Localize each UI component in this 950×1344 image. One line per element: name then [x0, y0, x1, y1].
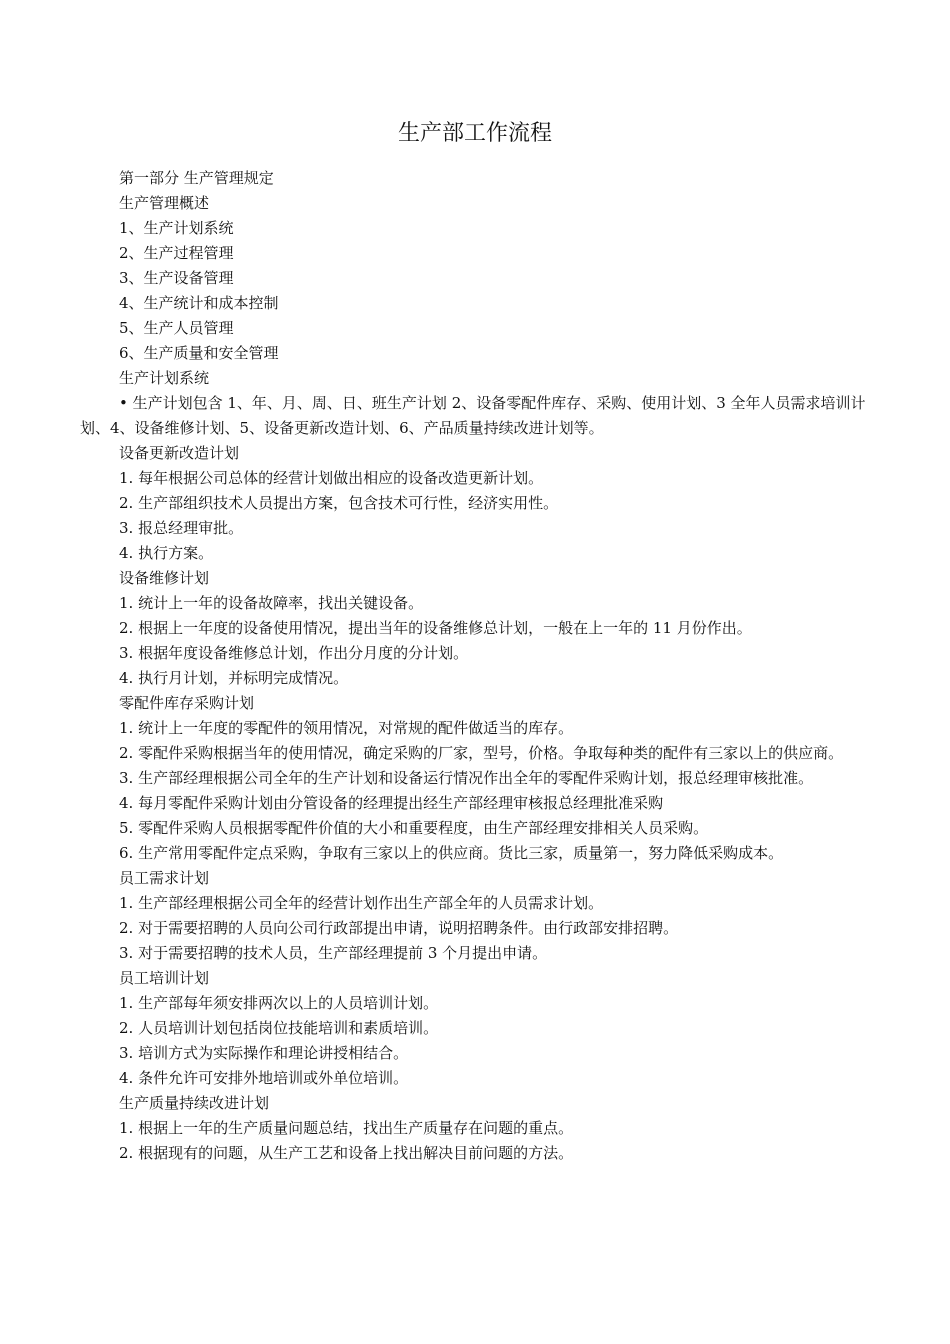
list-item: 6、生产质量和安全管理 — [119, 344, 279, 362]
list-item: 1. 统计上一年的设备故障率，找出关键设备。 — [119, 594, 424, 612]
subsection-heading: 生产计划系统 — [119, 369, 210, 387]
section-heading: 第一部分 生产管理规定 — [119, 169, 274, 187]
list-item: 4. 执行方案。 — [119, 544, 214, 562]
list-item: 1、生产计划系统 — [119, 219, 234, 237]
subsection-heading: 员工培训计划 — [119, 969, 210, 987]
subsection-heading: 零配件库存采购计划 — [119, 694, 255, 712]
list-item: 2. 人员培训计划包括岗位技能培训和素质培训。 — [119, 1019, 439, 1037]
list-item: 3. 对于需要招聘的技术人员，生产部经理提前 3 个月提出申请。 — [119, 944, 548, 962]
subsection-heading: 员工需求计划 — [119, 869, 210, 887]
list-item: 2. 对于需要招聘的人员向公司行政部提出申请，说明招聘条件。由行政部安排招聘。 — [119, 919, 679, 937]
list-item: 2. 根据上一年度的设备使用情况，提出当年的设备维修总计划，一般在上一年的 11 月份作出。 — [119, 619, 752, 637]
list-item: 4、生产统计和成本控制 — [119, 294, 279, 312]
list-item: 3. 培训方式为实际操作和理论讲授相结合。 — [119, 1044, 409, 1062]
list-item: 2、生产过程管理 — [119, 244, 234, 262]
list-item: 3、生产设备管理 — [119, 269, 234, 287]
list-item: 3. 生产部经理根据公司全年的生产计划和设备运行情况作出全年的零配件采购计划，报总经理审核批准。 — [119, 769, 814, 787]
subsection-heading: 设备更新改造计划 — [119, 444, 240, 462]
list-item: 1. 生产部经理根据公司全年的经营计划作出生产部全年的人员需求计划。 — [119, 894, 604, 912]
list-item: 4. 每月零配件采购计划由分管设备的经理提出经生产部经理审核报总经理批准采购 — [119, 794, 664, 812]
list-item: 3. 根据年度设备维修总计划，作出分月度的分计划。 — [119, 644, 469, 662]
list-item: 4. 条件允许可安排外地培训或外单位培训。 — [119, 1069, 409, 1087]
document-body — [80, 166, 880, 1166]
list-item: 2. 零配件采购根据当年的使用情况，确定采购的厂家，型号，价格。争取每种类的配件有三家以上的供应商。 — [119, 744, 844, 762]
list-item: 5. 零配件采购人员根据零配件价值的大小和重要程度，由生产部经理安排相关人员采购。 — [119, 819, 709, 837]
list-item: 1. 每年根据公司总体的经营计划做出相应的设备改造更新计划。 — [119, 469, 544, 487]
list-item: 5、生产人员管理 — [119, 319, 234, 337]
paragraph: • 生产计划包含 1、年、月、周、日、班生产计划 2、设备零配件库存、采购、使用计划、3 全年人员需求培训计划、4、设备维修计划、5、设备更新改造计划、6、产品质量持续改进计划等。 — [80, 394, 866, 437]
list-item: 2. 根据现有的问题，从生产工艺和设备上找出解决目前问题的方法。 — [119, 1144, 574, 1162]
list-item: 2. 生产部组织技术人员提出方案，包含技术可行性，经济实用性。 — [119, 494, 559, 512]
list-item: 1. 根据上一年的生产质量问题总结，找出生产质量存在问题的重点。 — [119, 1119, 574, 1137]
list-item: 1. 统计上一年度的零配件的领用情况，对常规的配件做适当的库存。 — [119, 719, 574, 737]
subsection-heading: 生产管理概述 — [119, 194, 210, 212]
list-item: 1. 生产部每年须安排两次以上的人员培训计划。 — [119, 994, 439, 1012]
document-title: 生产部工作流程 — [397, 121, 552, 146]
list-item: 4. 执行月计划，并标明完成情况。 — [119, 669, 349, 687]
subsection-heading: 生产质量持续改进计划 — [119, 1094, 270, 1112]
subsection-heading: 设备维修计划 — [119, 569, 210, 587]
list-item: 3. 报总经理审批。 — [119, 519, 244, 537]
list-item: 6. 生产常用零配件定点采购，争取有三家以上的供应商。货比三家，质量第一，努力降低采购成本。 — [119, 844, 784, 862]
